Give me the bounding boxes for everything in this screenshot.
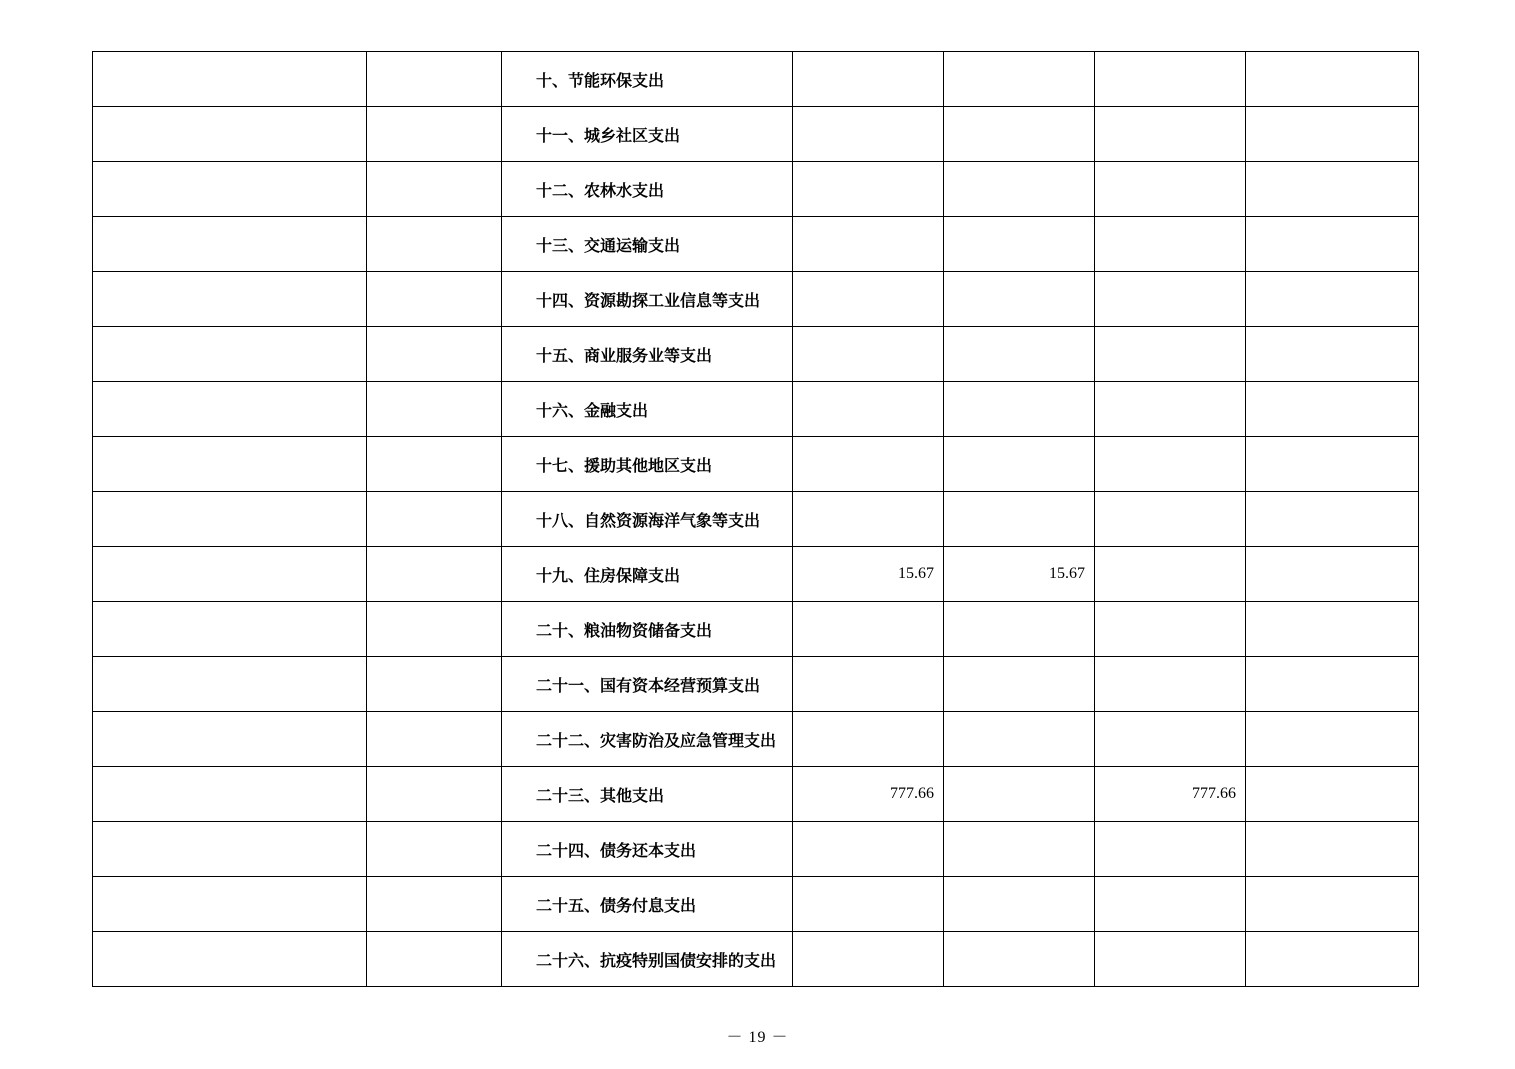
capital-budget-cell <box>1246 327 1419 382</box>
fund-budget-cell <box>1095 877 1246 932</box>
table-row <box>93 272 1419 327</box>
general-budget-cell <box>944 712 1095 767</box>
fund-budget-cell <box>1095 547 1246 602</box>
income-item-cell <box>93 547 367 602</box>
general-budget-cell <box>944 492 1095 547</box>
fund-budget-cell <box>1095 602 1246 657</box>
total-amount-cell <box>793 217 944 272</box>
total-amount-cell: 15.67 <box>793 547 944 602</box>
fund-budget-cell: 777.66 <box>1095 767 1246 822</box>
fund-budget-cell <box>1095 712 1246 767</box>
capital-budget-cell <box>1246 162 1419 217</box>
total-amount-cell <box>793 657 944 712</box>
income-item-cell <box>93 492 367 547</box>
income-item-cell <box>93 107 367 162</box>
table-row <box>93 822 1419 877</box>
table-body <box>93 52 1419 987</box>
fund-budget-cell <box>1095 382 1246 437</box>
general-budget-cell <box>944 382 1095 437</box>
income-item-cell <box>93 272 367 327</box>
capital-budget-cell <box>1246 822 1419 877</box>
general-budget-cell <box>944 822 1095 877</box>
income-item-cell <box>93 382 367 437</box>
income-amount-cell <box>367 107 502 162</box>
general-budget-cell <box>944 107 1095 162</box>
income-amount-cell <box>367 712 502 767</box>
income-item-cell <box>93 437 367 492</box>
table-row <box>93 712 1419 767</box>
expenditure-item-cell: 十六、金融支出 <box>502 382 793 437</box>
general-budget-cell: 15.67 <box>944 547 1095 602</box>
fund-budget-cell <box>1095 657 1246 712</box>
expenditure-item-cell: 十三、交通运输支出 <box>502 217 793 272</box>
income-amount-cell <box>367 657 502 712</box>
total-amount-cell <box>793 52 944 107</box>
total-amount-cell <box>793 107 944 162</box>
total-amount-cell <box>793 877 944 932</box>
fund-budget-cell <box>1095 52 1246 107</box>
expenditure-item-cell: 十四、资源勘探工业信息等支出 <box>502 272 793 327</box>
capital-budget-cell <box>1246 52 1419 107</box>
expenditure-item-cell: 十五、商业服务业等支出 <box>502 327 793 382</box>
table-row <box>93 877 1419 932</box>
capital-budget-cell <box>1246 877 1419 932</box>
expenditure-item-cell: 十、节能环保支出 <box>502 52 793 107</box>
income-item-cell <box>93 932 367 987</box>
expenditure-item-cell: 二十三、其他支出 <box>502 767 793 822</box>
income-item-cell <box>93 52 367 107</box>
fund-budget-cell <box>1095 437 1246 492</box>
table-row <box>93 602 1419 657</box>
total-amount-cell <box>793 437 944 492</box>
total-amount-cell <box>793 712 944 767</box>
fund-budget-cell <box>1095 162 1246 217</box>
capital-budget-cell <box>1246 767 1419 822</box>
income-amount-cell <box>367 767 502 822</box>
expenditure-item-cell: 二十六、抗疫特别国债安排的支出 <box>502 932 793 987</box>
fund-budget-cell <box>1095 107 1246 162</box>
fund-budget-cell <box>1095 272 1246 327</box>
income-item-cell <box>93 162 367 217</box>
capital-budget-cell <box>1246 107 1419 162</box>
table-row <box>93 52 1419 107</box>
total-amount-cell <box>793 932 944 987</box>
budget-table <box>92 51 1419 987</box>
fund-budget-cell <box>1095 492 1246 547</box>
table-row <box>93 107 1419 162</box>
capital-budget-cell <box>1246 272 1419 327</box>
fund-budget-cell <box>1095 217 1246 272</box>
table-row <box>93 327 1419 382</box>
expenditure-item-cell: 二十、粮油物资储备支出 <box>502 602 793 657</box>
capital-budget-cell <box>1246 492 1419 547</box>
capital-budget-cell <box>1246 547 1419 602</box>
expenditure-item-cell: 十八、自然资源海洋气象等支出 <box>502 492 793 547</box>
income-item-cell <box>93 822 367 877</box>
general-budget-cell <box>944 437 1095 492</box>
capital-budget-cell <box>1246 712 1419 767</box>
table-row <box>93 657 1419 712</box>
income-item-cell <box>93 657 367 712</box>
income-item-cell <box>93 602 367 657</box>
income-amount-cell <box>367 327 502 382</box>
expenditure-item-cell: 二十二、灾害防治及应急管理支出 <box>502 712 793 767</box>
income-amount-cell <box>367 602 502 657</box>
income-item-cell <box>93 767 367 822</box>
total-amount-cell <box>793 162 944 217</box>
income-amount-cell <box>367 437 502 492</box>
income-amount-cell <box>367 547 502 602</box>
income-amount-cell <box>367 492 502 547</box>
general-budget-cell <box>944 657 1095 712</box>
capital-budget-cell <box>1246 602 1419 657</box>
capital-budget-cell <box>1246 932 1419 987</box>
general-budget-cell <box>944 877 1095 932</box>
expenditure-item-cell: 二十四、债务还本支出 <box>502 822 793 877</box>
income-amount-cell <box>367 822 502 877</box>
expenditure-item-cell: 十二、农林水支出 <box>502 162 793 217</box>
income-amount-cell <box>367 932 502 987</box>
general-budget-cell <box>944 272 1095 327</box>
expenditure-item-cell: 二十五、债务付息支出 <box>502 877 793 932</box>
general-budget-cell <box>944 327 1095 382</box>
expenditure-item-cell: 二十一、国有资本经营预算支出 <box>502 657 793 712</box>
total-amount-cell <box>793 492 944 547</box>
general-budget-cell <box>944 602 1095 657</box>
general-budget-cell <box>944 217 1095 272</box>
income-item-cell <box>93 217 367 272</box>
income-amount-cell <box>367 52 502 107</box>
fund-budget-cell <box>1095 932 1246 987</box>
income-item-cell <box>93 327 367 382</box>
income-amount-cell <box>367 382 502 437</box>
total-amount-cell <box>793 382 944 437</box>
table-row <box>93 217 1419 272</box>
total-amount-cell <box>793 327 944 382</box>
table-row <box>93 767 1419 822</box>
capital-budget-cell <box>1246 657 1419 712</box>
income-item-cell <box>93 877 367 932</box>
income-amount-cell <box>367 162 502 217</box>
total-amount-cell <box>793 602 944 657</box>
expenditure-item-cell: 十七、援助其他地区支出 <box>502 437 793 492</box>
table-row <box>93 162 1419 217</box>
table-row <box>93 382 1419 437</box>
total-amount-cell <box>793 272 944 327</box>
income-amount-cell <box>367 272 502 327</box>
table-row <box>93 437 1419 492</box>
expenditure-item-cell: 十九、住房保障支出 <box>502 547 793 602</box>
fund-budget-cell <box>1095 327 1246 382</box>
fund-budget-cell <box>1095 822 1246 877</box>
income-item-cell <box>93 712 367 767</box>
capital-budget-cell <box>1246 217 1419 272</box>
page-number: － 19 － <box>726 1029 789 1046</box>
income-amount-cell <box>367 877 502 932</box>
income-amount-cell <box>367 217 502 272</box>
general-budget-cell <box>944 932 1095 987</box>
table-row <box>93 932 1419 987</box>
total-amount-cell: 777.66 <box>793 767 944 822</box>
general-budget-cell <box>944 162 1095 217</box>
table-row <box>93 547 1419 602</box>
total-amount-cell <box>793 822 944 877</box>
general-budget-cell <box>944 52 1095 107</box>
capital-budget-cell <box>1246 382 1419 437</box>
capital-budget-cell <box>1246 437 1419 492</box>
expenditure-item-cell: 十一、城乡社区支出 <box>502 107 793 162</box>
general-budget-cell <box>944 767 1095 822</box>
table-row <box>93 492 1419 547</box>
